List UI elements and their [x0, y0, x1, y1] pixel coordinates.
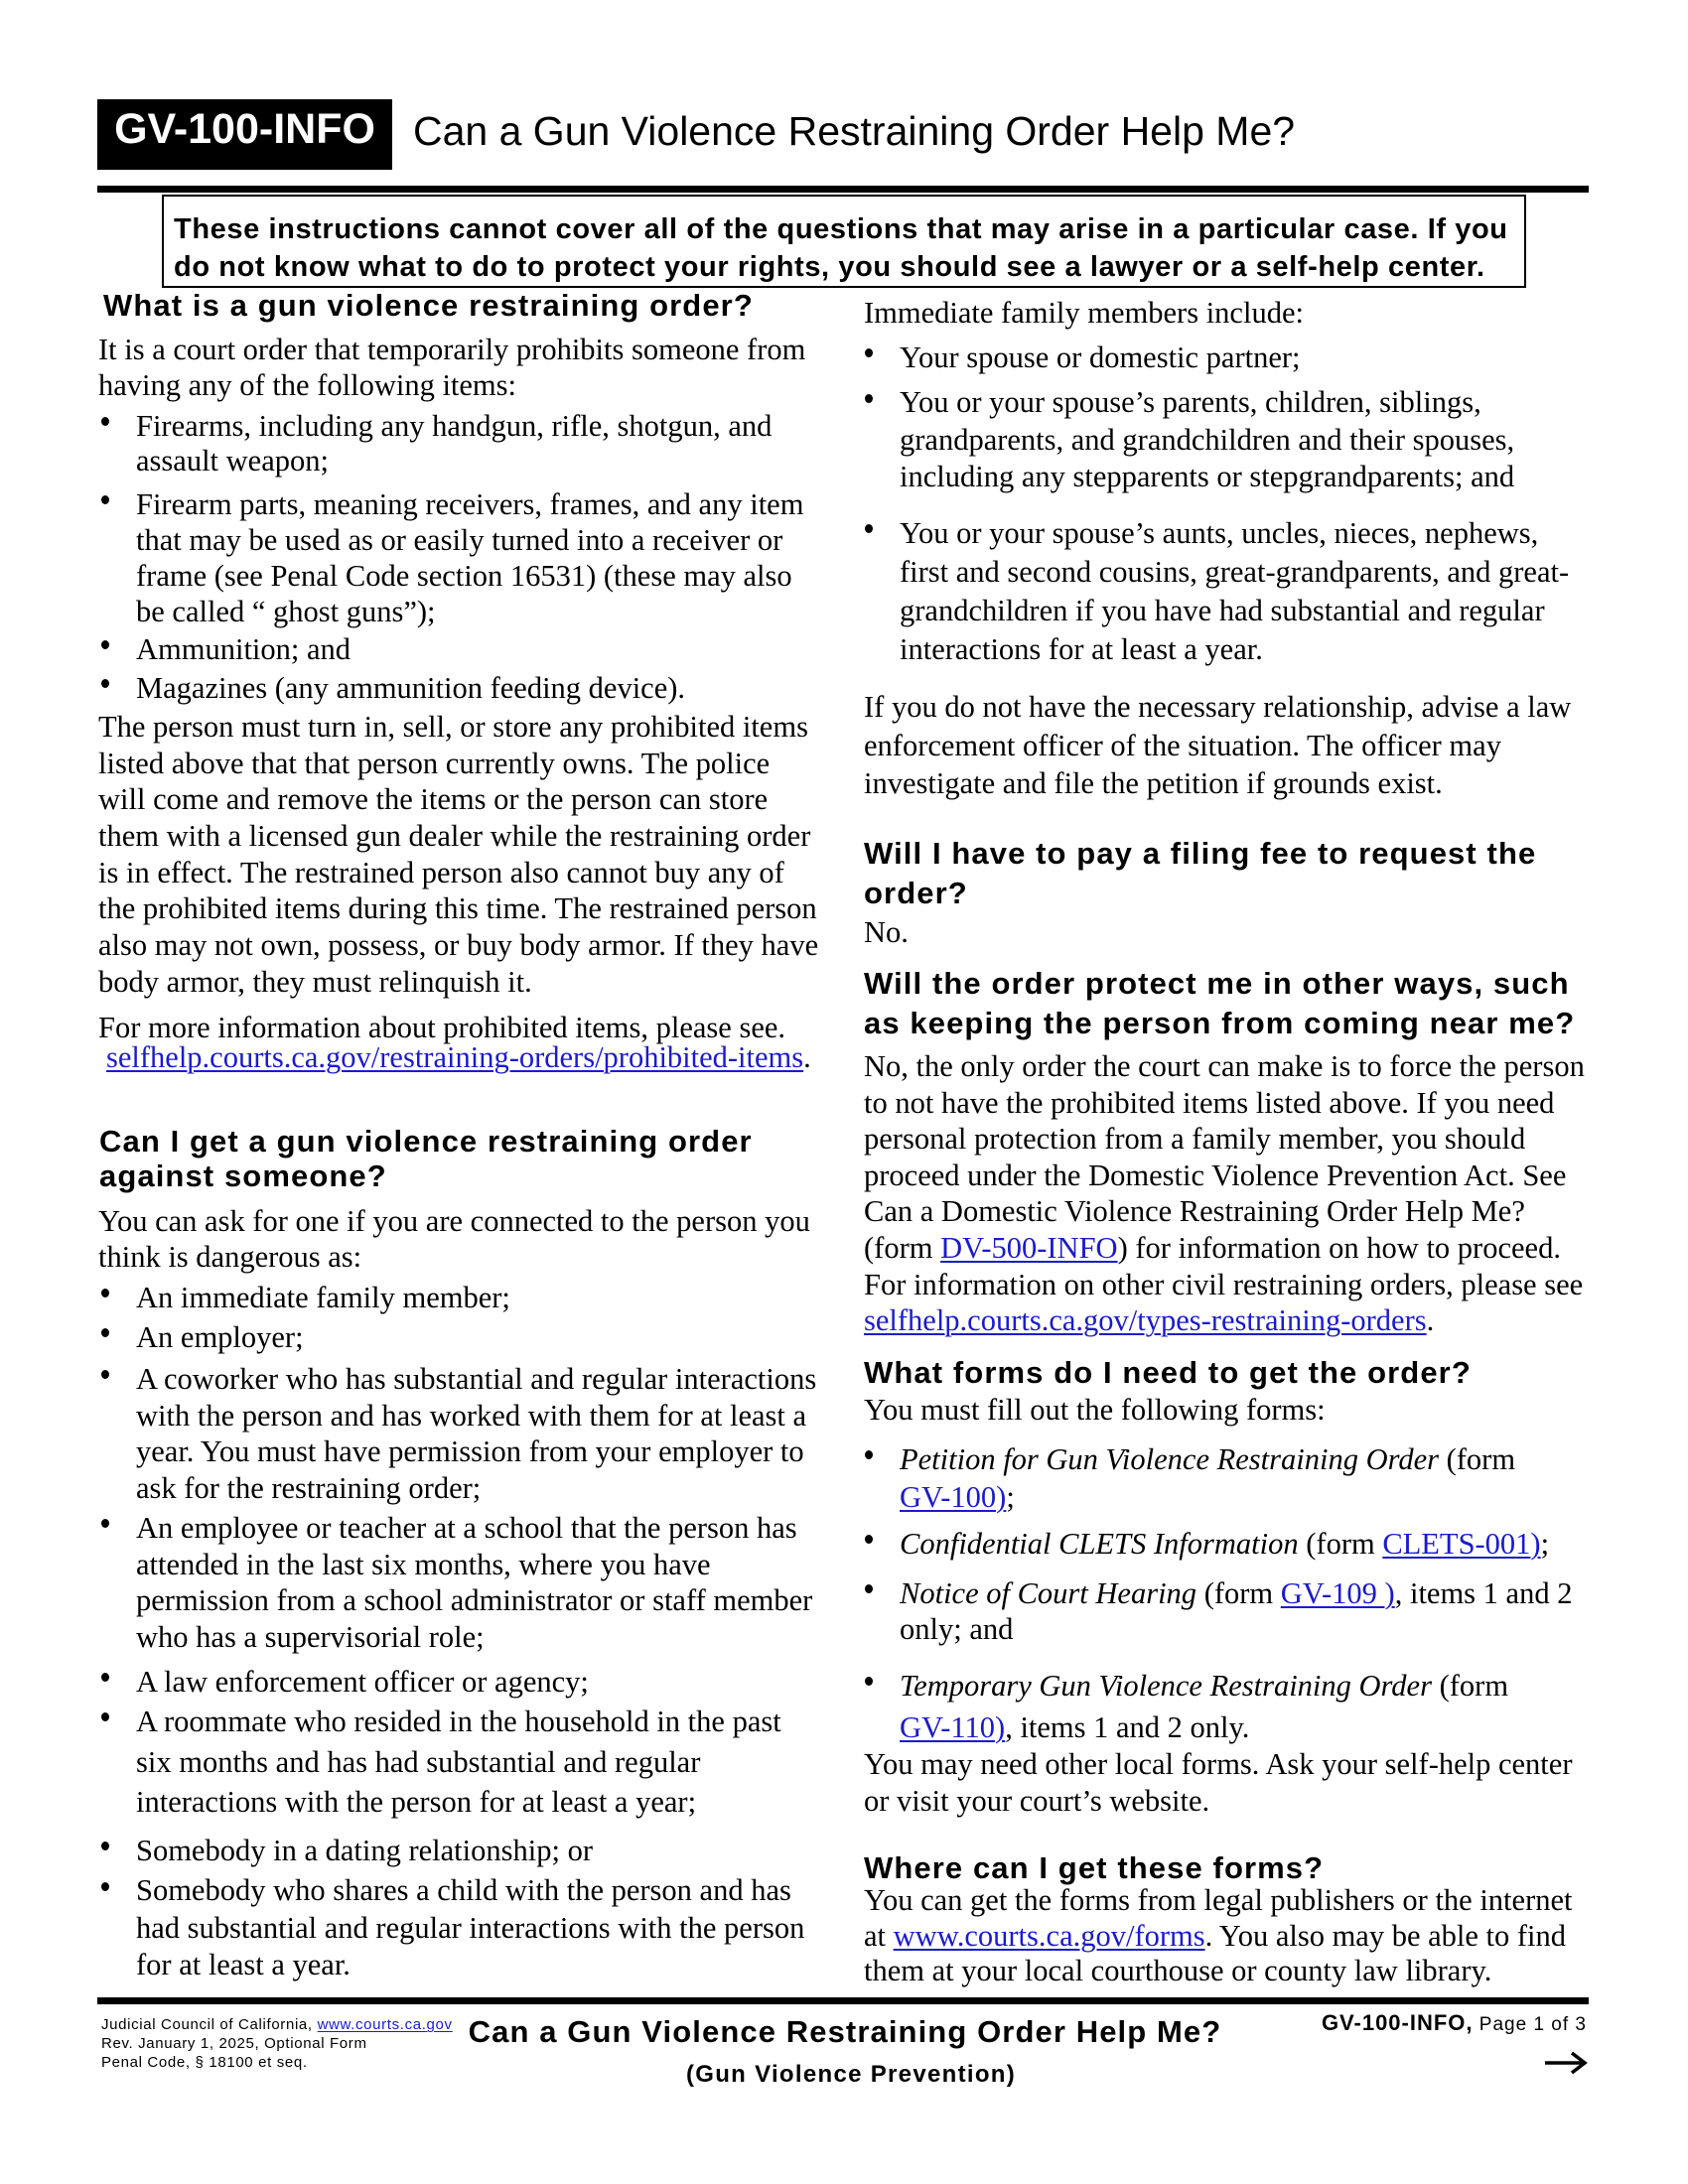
bullet-icon	[101, 1519, 109, 1528]
list-item-line	[900, 1665, 1508, 1706]
list-item-line: Your spouse or domestic partner;	[900, 341, 1301, 374]
text-line: listed above that that person currently owns. The police	[98, 746, 771, 780]
text-line: is in effect. The restrained person also cannot buy any of	[98, 855, 784, 889]
list-item-line: Firearm parts, meaning receivers, frames, and any item	[136, 487, 804, 521]
text-line: Immediate family members include:	[864, 296, 1304, 330]
heading-line: order?	[864, 876, 968, 910]
bullet-icon	[865, 1450, 873, 1459]
list-item	[900, 384, 1514, 496]
list-item-form-gv-100	[900, 1440, 1515, 1516]
bullet-icon	[101, 1842, 109, 1850]
footer-divider	[97, 1997, 1589, 2004]
page-number: Page 1 of 3	[1473, 2014, 1587, 2035]
list-item	[136, 1361, 816, 1507]
page-title: Can a Gun Violence Restraining Order Help Me?	[413, 108, 1296, 154]
list-item-line: for at least a year.	[136, 1948, 351, 1981]
bullet-icon	[865, 394, 873, 403]
text-line: having any of the following items:	[98, 367, 516, 402]
text-line	[864, 1919, 1573, 1955]
list-item-line	[900, 1478, 1515, 1516]
text: . You also may be able to find	[1204, 1918, 1567, 1953]
paragraph-local-forms	[864, 1746, 1572, 1820]
text-line: enforcement officer of the situation. The officer may	[864, 728, 1501, 762]
list-item	[136, 1872, 804, 1984]
form-title: Temporary Gun Violence Restraining Order	[900, 1669, 1432, 1703]
text: at	[864, 1918, 894, 1953]
types-restraining-orders-link[interactable]: selfhelp.courts.ca.gov/types-restraining-orders	[864, 1303, 1427, 1338]
courts-website-link[interactable]: www.courts.ca.gov	[317, 2016, 453, 2033]
text-line: them at your local courthouse or county law library.	[864, 1954, 1492, 1987]
text: , items 1 and 2	[1394, 1576, 1573, 1610]
notice-line: These instructions cannot cover all of the questions that may arise in a particular case. If you	[174, 213, 1508, 245]
list-item	[136, 631, 351, 668]
list-item-form-gv-110	[900, 1665, 1508, 1748]
bullet-icon	[865, 1584, 873, 1593]
text-line: them with a licensed gun dealer while the restraining order	[98, 819, 811, 854]
text: (form	[1431, 1669, 1509, 1703]
paragraph-no-relationship	[864, 688, 1571, 803]
list-item	[900, 514, 1569, 669]
list-item-form-gv-109	[900, 1575, 1572, 1647]
list-item-line: permission from a school administrator or staff member	[136, 1583, 813, 1618]
section-heading-other-protection	[864, 964, 1575, 1043]
list-item-line: interactions for at least a year.	[900, 632, 1263, 666]
list-item-line: Somebody in a dating relationship; or	[136, 1834, 593, 1867]
publisher: Judicial Council of California,	[101, 2016, 318, 2033]
text-line: The person must turn in, sell, or store any prohibited items	[98, 710, 808, 744]
section-heading-where-get-forms	[864, 1848, 1324, 1888]
paragraph-where-get-forms	[864, 1883, 1573, 1989]
text-line: to not have the prohibited items listed above. If you need	[864, 1085, 1555, 1120]
list-item-line: attended in the last six months, where you have	[136, 1547, 711, 1581]
more-info-link-line	[106, 1039, 811, 1076]
list-item	[136, 1702, 781, 1823]
legal-authority: Penal Code, § 18100 et seq.	[101, 2054, 308, 2071]
list-item-line: An employer;	[136, 1320, 304, 1354]
paragraph-other-protection	[864, 1048, 1585, 1339]
list-item-line: interactions with the person for at least a year;	[136, 1785, 697, 1819]
list-item	[136, 486, 803, 629]
text-line: No.	[864, 915, 909, 949]
list-item-line: grandchildren if you have had substantial and regular	[900, 594, 1545, 627]
list-item	[136, 670, 685, 707]
list-item-line: An immediate family member;	[136, 1281, 510, 1314]
list-item-line	[900, 1706, 1508, 1748]
list-item	[136, 409, 772, 478]
list-item-line: Ammunition; and	[136, 632, 352, 666]
list-item	[900, 340, 1301, 376]
list-item-line: A roommate who resided in the household in the past	[136, 1705, 781, 1738]
text: (form	[1196, 1576, 1281, 1610]
clets-001-link[interactable]: CLETS-001)	[1382, 1527, 1541, 1561]
bullet-icon	[101, 495, 109, 504]
arrow-right-icon[interactable]	[1544, 2051, 1588, 2075]
gv-110-link[interactable]: GV-110)	[900, 1710, 1006, 1744]
text-line: For more information about prohibited items, please see.	[98, 1011, 786, 1044]
prohibited-items-link[interactable]: selfhelp.courts.ca.gov/restraining-orders/prohibited-items	[106, 1040, 804, 1074]
gv-100-link[interactable]: GV-100)	[900, 1480, 1007, 1514]
section-heading-who-can-ask	[99, 1124, 753, 1193]
list-item-line: A law enforcement officer or agency;	[136, 1665, 589, 1699]
heading-line: Will the order protect me in other ways, such	[864, 966, 1570, 1001]
gv-109-link[interactable]: GV-109 )	[1280, 1576, 1395, 1610]
paragraph-filing-fee-answer	[864, 914, 909, 951]
list-item-line: You or your spouse’s aunts, uncles, nieces, nephews,	[900, 516, 1539, 550]
text-line: Can a Domestic Violence Restraining Order Help Me?	[864, 1194, 1525, 1229]
list-item	[136, 1319, 304, 1356]
list-item-line	[900, 1440, 1515, 1478]
list-item-line: that may be used as or easily turned into a receiver or	[136, 523, 783, 557]
list-item-line: ask for the restraining order;	[136, 1471, 482, 1506]
list-item-line	[900, 1526, 1549, 1563]
bullet-icon	[865, 348, 873, 357]
list-item-line: You or your spouse’s parents, children, siblings,	[900, 385, 1481, 419]
text-line: proceed under the Domestic Violence Prevention Act. See	[864, 1158, 1567, 1192]
text: .	[803, 1040, 811, 1074]
text-line: For information on other civil restraining orders, please see	[864, 1267, 1584, 1301]
text-line: No, the only order the court can make is to force the person	[864, 1049, 1585, 1083]
text-line	[864, 1302, 1585, 1339]
heading-line: against someone?	[99, 1159, 387, 1193]
text-line: personal protection from a family member, you should	[864, 1122, 1526, 1157]
form-title: Petition for Gun Violence Restraining Order	[900, 1442, 1439, 1476]
bullet-icon	[865, 1677, 873, 1686]
text-line: investigate and file the petition if grounds exist.	[864, 766, 1443, 800]
text: (form	[864, 1230, 941, 1265]
bullet-icon	[101, 1673, 109, 1682]
text-line: will come and remove the items or the person can store	[98, 782, 769, 817]
text: ;	[1540, 1527, 1550, 1561]
bullet-icon	[101, 1712, 109, 1721]
revision-date: Rev. January 1, 2025, Optional Form	[101, 2035, 367, 2052]
header-divider	[97, 186, 1589, 193]
bullet-icon	[865, 524, 873, 533]
list-item-line: Firearms, including any handgun, rifle, shotgun, and	[136, 409, 773, 443]
bullet-icon	[101, 1882, 109, 1891]
paragraph-forms-intro	[864, 1392, 1326, 1429]
form-title: Notice of Court Hearing	[900, 1576, 1197, 1610]
footer-publication-info	[101, 2015, 453, 2072]
list-item	[136, 1833, 593, 1869]
text-line: If you do not have the necessary relationship, advise a law	[864, 690, 1572, 724]
list-item-line: assault weapon;	[136, 444, 329, 478]
notice-line: do not know what to do to protect your rights, you should see a lawyer or a self-help center.	[174, 251, 1485, 283]
heading-line: What forms do I need to get the order?	[864, 1355, 1472, 1390]
list-item-line: Somebody who shares a child with the person and has	[136, 1873, 791, 1907]
list-item	[136, 1280, 510, 1316]
list-item-line: only; and	[900, 1612, 1014, 1646]
dv-500-info-link[interactable]: DV-500-INFO	[940, 1230, 1118, 1265]
list-item	[136, 1510, 812, 1656]
list-item-line: An employee or teacher at a school that the person has	[136, 1511, 797, 1545]
bullet-icon	[101, 1328, 109, 1337]
paragraph-definition	[98, 333, 805, 403]
list-item-line: including any stepparents or stepgrandparents; and	[900, 460, 1515, 493]
heading-line: What is a gun violence restraining order?	[103, 288, 754, 323]
section-heading-forms-needed	[864, 1353, 1472, 1393]
list-item-line: frame (see Penal Code section 16531) (these may also	[136, 559, 792, 593]
list-item-line: with the person and has worked with them for at least a	[136, 1398, 807, 1433]
text: (form	[1438, 1442, 1516, 1476]
text-line: also may not own, possess, or buy body armor. If they have	[98, 928, 819, 963]
form-id: GV-100-INFO	[114, 105, 375, 153]
text: ) for information on how to proceed.	[1117, 1230, 1561, 1265]
bullet-icon	[101, 417, 109, 426]
text: , items 1 and 2 only.	[1005, 1710, 1250, 1744]
list-item-line: A coworker who has substantial and regular interactions	[136, 1362, 817, 1396]
text: .	[1426, 1303, 1435, 1338]
text-line: body armor, they must relinquish it.	[98, 964, 532, 999]
list-item-line: year. You must have permission from your employer to	[136, 1434, 804, 1469]
text-line: or visit your court’s website.	[864, 1784, 1210, 1818]
list-item-line: had substantial and regular interactions with the person	[136, 1910, 805, 1945]
paragraph-eligibility	[98, 1203, 810, 1275]
heading-line: as keeping the person from coming near me?	[864, 1006, 1576, 1040]
text-line: It is a court order that temporarily prohibits someone from	[98, 333, 806, 366]
heading-line: Where can I get these forms?	[864, 1850, 1325, 1885]
paragraph-family-intro	[864, 295, 1304, 332]
form-id-badge	[97, 99, 392, 170]
text-line: You may need other local forms. Ask your self-help center	[864, 1747, 1573, 1781]
list-item	[136, 1664, 589, 1701]
form-title: Confidential CLETS Information	[900, 1527, 1299, 1561]
heading-line: Can I get a gun violence restraining order	[99, 1124, 753, 1159]
bullet-icon	[101, 1289, 109, 1297]
text: ;	[1006, 1480, 1015, 1514]
list-item-line: be called “ ghost guns”);	[136, 595, 436, 628]
list-item-line: who has a supervisorial role;	[136, 1620, 485, 1655]
bullet-icon	[101, 1370, 109, 1379]
text-line: the prohibited items during this time. The restrained person	[98, 891, 817, 926]
footer-subtitle: (Gun Violence Prevention)	[685, 2061, 1017, 2088]
list-item-form-clets-001	[900, 1526, 1549, 1563]
list-item-line: grandparents, and grandchildren and their spouses,	[900, 422, 1515, 457]
heading-line: Will I have to pay a filing fee to request the	[864, 836, 1537, 871]
text-line: You can ask for one if you are connected to the person you	[98, 1204, 810, 1238]
bullet-icon	[101, 679, 109, 688]
text-line: think is dangerous as:	[98, 1240, 362, 1274]
text-line: You must fill out the following forms:	[864, 1393, 1326, 1427]
page-indicator	[1322, 2007, 1587, 2038]
paragraph-surrender-items	[98, 709, 818, 1001]
section-heading-what-is-gvro	[103, 286, 754, 326]
text-line	[864, 1230, 1585, 1267]
list-item-line	[900, 1575, 1572, 1611]
text: (form	[1298, 1527, 1383, 1561]
notice-box	[162, 195, 1526, 288]
footer-form-id: GV-100-INFO,	[1321, 2010, 1474, 2035]
footer-title: Can a Gun Violence Restraining Order Help Me?	[468, 2014, 1222, 2049]
list-item-line: Magazines (any ammunition feeding device).	[136, 671, 686, 705]
bullet-icon	[101, 640, 109, 649]
list-item-line: first and second cousins, great-grandparents, and great-	[900, 555, 1570, 589]
bullet-icon	[865, 1535, 873, 1544]
courts-forms-link[interactable]: www.courts.ca.gov/forms	[893, 1918, 1205, 1953]
text-line: You can get the forms from legal publishers or the internet	[864, 1883, 1573, 1917]
section-heading-filing-fee	[864, 834, 1536, 913]
list-item-line: six months and has had substantial and regular	[136, 1744, 701, 1779]
